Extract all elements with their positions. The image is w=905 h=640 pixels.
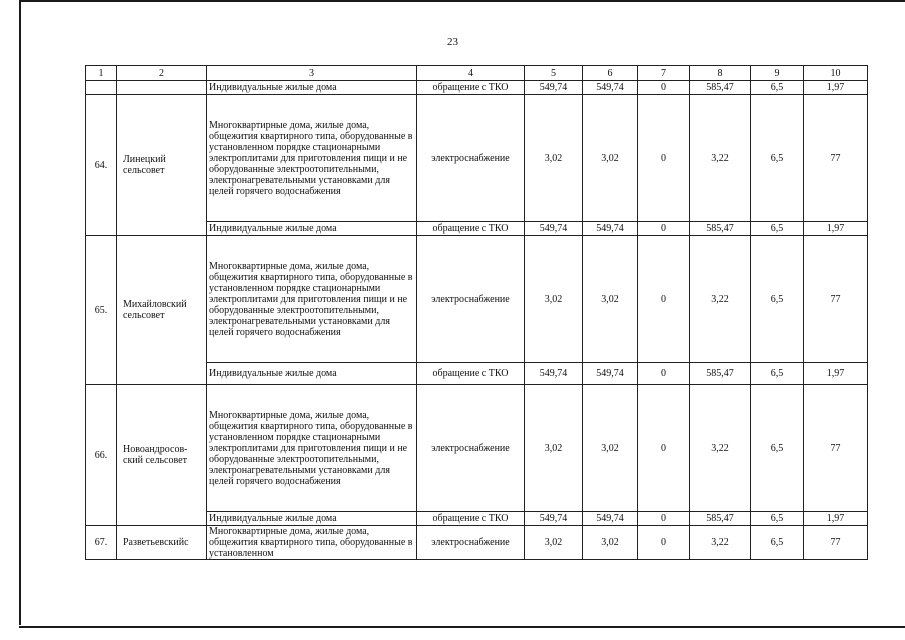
value-cell: 1,97 <box>804 512 868 526</box>
settlement-cell: Разветьевскийс <box>117 526 207 560</box>
value-cell: 549,74 <box>583 81 638 95</box>
service-cell: обращение с ТКО <box>417 512 525 526</box>
category-cell: Индивидуальные жилые дома <box>207 222 417 236</box>
header-cell: 9 <box>751 66 804 81</box>
service-cell: электроснабжение <box>417 95 525 222</box>
value-cell: 549,74 <box>525 363 583 385</box>
value-cell: 549,74 <box>525 222 583 236</box>
value-cell: 0 <box>638 95 690 222</box>
service-cell: электроснабжение <box>417 526 525 560</box>
category-cell: Индивидуальные жилые дома <box>207 512 417 526</box>
settlement-cell: Новоандросов-ский сельсовет <box>117 385 207 526</box>
value-cell: 585,47 <box>690 81 751 95</box>
header-cell: 10 <box>804 66 868 81</box>
value-cell: 3,02 <box>583 236 638 363</box>
value-cell: 3,02 <box>583 95 638 222</box>
value-cell: 77 <box>804 526 868 560</box>
settlement-cell <box>117 81 207 95</box>
value-cell: 6,5 <box>751 512 804 526</box>
table-row <box>86 81 868 95</box>
value-cell: 3,22 <box>690 526 751 560</box>
header-cell: 2 <box>117 66 207 81</box>
value-cell: 0 <box>638 526 690 560</box>
category-cell: Многоквартирные дома, жилые дома, общежития квартирного типа, оборудованные в установленном порядке стационарными электроплитами для приготовления пищи и не оборудованные электроотопительными, электронагревательными установками для целей горячего водоснабжения <box>207 385 417 512</box>
value-cell: 0 <box>638 81 690 95</box>
table-row <box>86 385 868 512</box>
header-cell: 6 <box>583 66 638 81</box>
settlement-cell: Линецкий сельсовет <box>117 95 207 236</box>
service-cell: обращение с ТКО <box>417 363 525 385</box>
table-row <box>86 236 868 363</box>
value-cell: 77 <box>804 95 868 222</box>
table-row <box>86 526 868 560</box>
value-cell: 549,74 <box>583 512 638 526</box>
table-header-row <box>86 66 868 81</box>
table-row <box>86 95 868 222</box>
value-cell: 0 <box>638 363 690 385</box>
page-number: 23 <box>447 36 458 48</box>
scan-border-top <box>19 0 905 2</box>
service-cell: обращение с ТКО <box>417 222 525 236</box>
header-cell: 5 <box>525 66 583 81</box>
row-number-cell: 66. <box>86 385 117 526</box>
value-cell: 0 <box>638 222 690 236</box>
value-cell: 3,22 <box>690 236 751 363</box>
value-cell: 77 <box>804 385 868 512</box>
value-cell: 549,74 <box>525 512 583 526</box>
value-cell: 3,02 <box>583 385 638 512</box>
header-cell: 8 <box>690 66 751 81</box>
value-cell: 549,74 <box>583 363 638 385</box>
value-cell: 3,02 <box>583 526 638 560</box>
category-cell: Индивидуальные жилые дома <box>207 363 417 385</box>
value-cell: 6,5 <box>751 526 804 560</box>
value-cell: 3,02 <box>525 526 583 560</box>
value-cell: 6,5 <box>751 95 804 222</box>
service-cell: обращение с ТКО <box>417 81 525 95</box>
category-cell: Многоквартирные дома, жилые дома, общежития квартирного типа, оборудованные в установленном <box>207 526 417 560</box>
value-cell: 3,22 <box>690 385 751 512</box>
header-cell: 3 <box>207 66 417 81</box>
service-cell: электроснабжение <box>417 236 525 363</box>
value-cell: 3,22 <box>690 95 751 222</box>
value-cell: 0 <box>638 385 690 512</box>
row-number-cell: 67. <box>86 526 117 560</box>
category-cell: Многоквартирные дома, жилые дома, общежития квартирного типа, оборудованные в установленном порядке стационарными электроплитами для приготовления пищи и не оборудованные электроотопительными, электронагревательными установками для целей горячего водоснабжения <box>207 236 417 363</box>
value-cell: 1,97 <box>804 222 868 236</box>
value-cell: 3,02 <box>525 95 583 222</box>
value-cell: 585,47 <box>690 363 751 385</box>
row-number-cell: 65. <box>86 236 117 385</box>
tariff-table <box>85 65 868 560</box>
value-cell: 549,74 <box>583 222 638 236</box>
header-cell: 4 <box>417 66 525 81</box>
value-cell: 3,02 <box>525 236 583 363</box>
value-cell: 585,47 <box>690 512 751 526</box>
value-cell: 1,97 <box>804 81 868 95</box>
scan-border-left <box>19 0 21 625</box>
service-cell: электроснабжение <box>417 385 525 512</box>
value-cell: 3,02 <box>525 385 583 512</box>
settlement-cell: Михайловский сельсовет <box>117 236 207 385</box>
scan-border-bottom <box>19 626 905 628</box>
value-cell: 0 <box>638 512 690 526</box>
value-cell: 549,74 <box>525 81 583 95</box>
header-cell: 1 <box>86 66 117 81</box>
row-number-cell <box>86 81 117 95</box>
value-cell: 77 <box>804 236 868 363</box>
value-cell: 0 <box>638 236 690 363</box>
value-cell: 6,5 <box>751 236 804 363</box>
value-cell: 585,47 <box>690 222 751 236</box>
value-cell: 6,5 <box>751 81 804 95</box>
header-cell: 7 <box>638 66 690 81</box>
value-cell: 1,97 <box>804 363 868 385</box>
value-cell: 6,5 <box>751 222 804 236</box>
row-number-cell: 64. <box>86 95 117 236</box>
category-cell: Многоквартирные дома, жилые дома, общежития квартирного типа, оборудованные в установленном порядке стационарными электроплитами для приготовления пищи и не оборудованные электроотопительными, электронагревательными установками для целей горячего водоснабжения <box>207 95 417 222</box>
category-cell: Индивидуальные жилые дома <box>207 81 417 95</box>
value-cell: 6,5 <box>751 385 804 512</box>
value-cell: 6,5 <box>751 363 804 385</box>
